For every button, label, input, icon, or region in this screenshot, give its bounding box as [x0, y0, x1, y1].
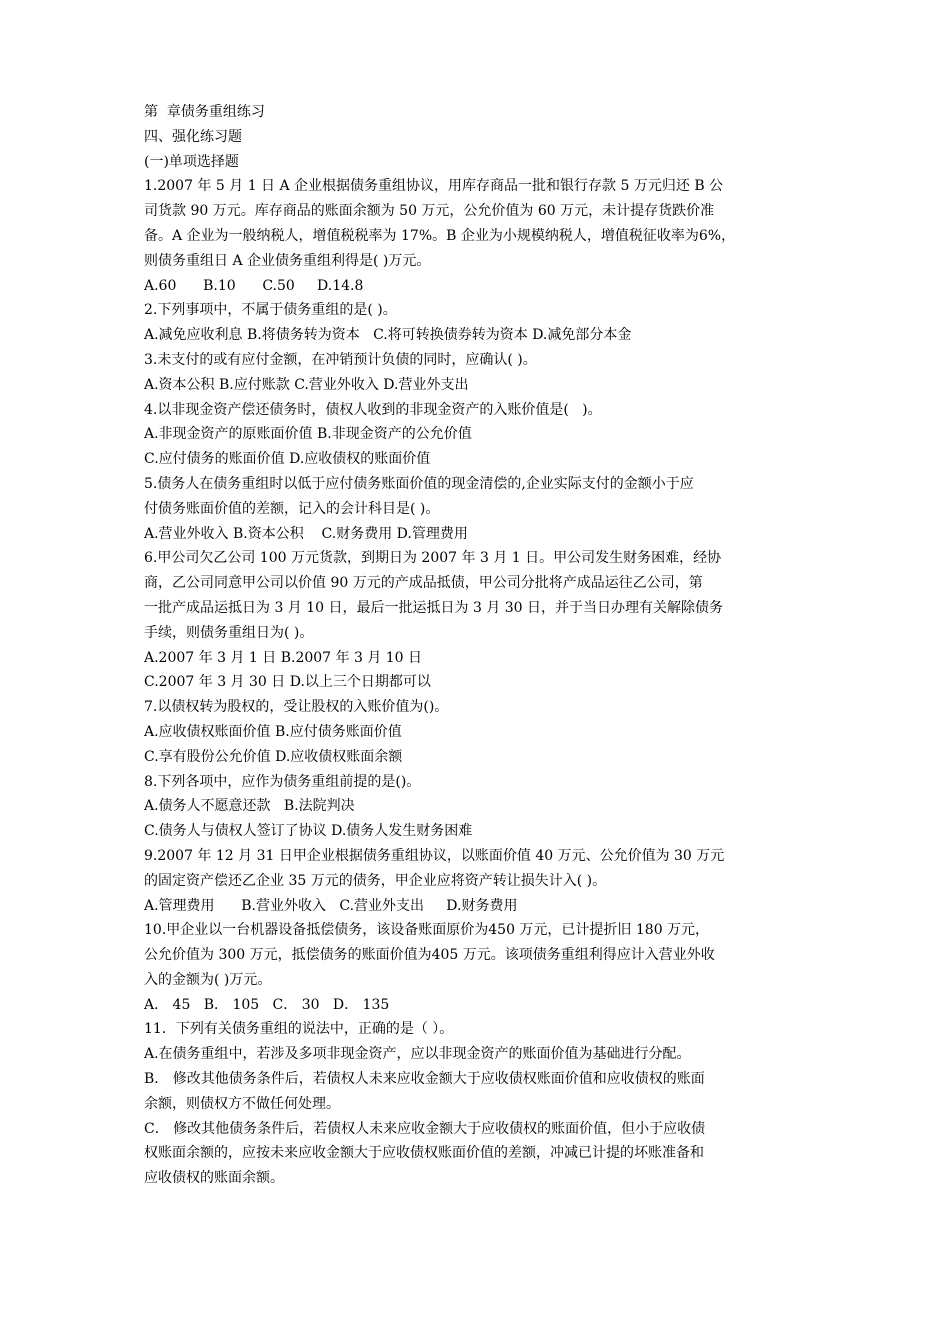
text-line: A.在债务重组中，若涉及多项非现金资产，应以非现金资产的账面价值为基础进行分配。 [144, 1046, 691, 1063]
text-line: 10.甲企业以一台机器设备抵偿债务，该设备账面原价为450 万元，已计提折旧 180 万元， [144, 922, 710, 939]
text-line: 6.甲公司欠乙公司 100 万元货款，到期日为 2007 年 3 月 1 日。甲公司发生财务困难，经协 [144, 550, 722, 567]
text-line: (一)单项选择题 [144, 153, 239, 170]
text-line: 第 章债务重组练习 [144, 104, 265, 120]
text-line: 入的金额为( )万元。 [144, 971, 272, 988]
text-line: 余额，则债权方不做任何处理。 [144, 1095, 340, 1112]
text-line: A.债务人不愿意还款 B.法院判决 [144, 798, 355, 815]
text-line: 11．下列有关债务重组的说法中，正确的是（ ）。 [144, 1021, 454, 1038]
text-line: 手续，则债务重组日为( )。 [144, 624, 314, 641]
text-line: 1.2007 年 5 月 1 日 A 企业根据债务重组协议，用库存商品一批和银行存款 5 万元归还 B 公 [144, 178, 724, 195]
text-line: 一批产成品运抵日为 3 月 10 日，最后一批运抵日为 3 月 30 日，并于当日办理有关解除债务 [144, 599, 724, 616]
text-line: 7.以债权转为股权的，受让股权的入账价值为()。 [144, 699, 449, 716]
text-line: C.2007 年 3 月 30 日 D.以上三个日期都可以 [144, 674, 431, 691]
text-line: 商，乙公司同意甲公司以价值 90 万元的产成品抵债，甲公司分批将产成品运往乙公司，第 [144, 575, 703, 592]
text-line: A.减免应收利息 B.将债务转为资本 C.将可转换债券转为资本 D.减免部分本金 [144, 327, 632, 344]
text-line: 9.2007 年 12 月 31 日甲企业根据债务重组协议，以账面价值 40 万元、公允价值为 30 万元 [144, 847, 725, 864]
text-line: 8.下列各项中，应作为债务重组前提的是()。 [144, 773, 421, 790]
text-line: 则债务重组日 A 企业债务重组利得是( )万元。 [144, 252, 431, 269]
text-line: A.2007 年 3 月 1 日 B.2007 年 3 月 10 日 [144, 649, 423, 666]
text-line: 3.未支付的或有应付金额，在冲销预计负债的同时，应确认( )。 [144, 351, 537, 368]
text-line: A.营业外收入 B.资本公积 C.财务费用 D.管理费用 [144, 525, 468, 542]
document-page [144, 100, 810, 1191]
text-line: 2.下列事项中，不属于债务重组的是( )。 [144, 302, 397, 319]
text-line: C.应付债务的账面价值 D.应收债权的账面价值 [144, 451, 431, 468]
text-line: 公允价值为 300 万元，抵偿债务的账面价值为405 万元。该项债务重组利得应计入营业外收 [144, 947, 715, 964]
text-line: 备。A 企业为一般纳税人，增值税税率为 17%。B 企业为小规模纳税人，增值税征收率为6%， [144, 227, 736, 244]
text-line: C． 修改其他债务条件后，若债权人未来应收金额大于应收债权的账面价值，但小于应收债 [144, 1120, 706, 1137]
text-line: A.非现金资产的原账面价值 B.非现金资产的公允价值 [144, 426, 472, 443]
text-line: 权账面余额的，应按未来应收金额大于应收债权账面价值的差额，冲减已计提的坏账准备和 [144, 1145, 704, 1162]
text-line: A.资本公积 B.应付账款 C.营业外收入 D.营业外支出 [144, 376, 469, 393]
text-line: 5.债务人在债务重组时以低于应付债务账面价值的现金清偿的,企业实际支付的金额小于应 [144, 475, 694, 492]
text-line: 司货款 90 万元。库存商品的账面余额为 50 万元，公允价值为 60 万元，未计提存货跌价准 [144, 203, 715, 220]
text-line: C.债务人与债权人签订了协议 D.债务人发生财务困难 [144, 823, 473, 840]
text-line: A.应收债权账面价值 B.应付债务账面价值 [144, 723, 402, 740]
text-line: 4.以非现金资产偿还债务时，债权人收到的非现金资产的入账价值是( )。 [144, 401, 602, 418]
text-line: A.管理费用 B.营业外收入 C.营业外支出 D.财务费用 [144, 897, 518, 914]
text-line: 应收债权的账面余额。 [144, 1170, 284, 1187]
text-line: B． 修改其他债务条件后，若债权人未来应收金额大于应收债权账面价值和应收债权的账面 [144, 1071, 705, 1088]
text-line: A.60 B.10 C.50 D.14.8 [144, 277, 364, 294]
text-line: C.享有股份公允价值 D.应收债权账面余额 [144, 748, 403, 765]
text-line: 的固定资产偿还乙企业 35 万元的债务，甲企业应将资产转让损失计入( )。 [144, 872, 607, 889]
text-line: 付债务账面价值的差额，记入的会计科目是( )。 [144, 500, 440, 517]
text-line: A． 45 B． 105 C． 30 D． 135 [144, 996, 390, 1013]
text-line: 四、强化练习题 [144, 128, 242, 145]
